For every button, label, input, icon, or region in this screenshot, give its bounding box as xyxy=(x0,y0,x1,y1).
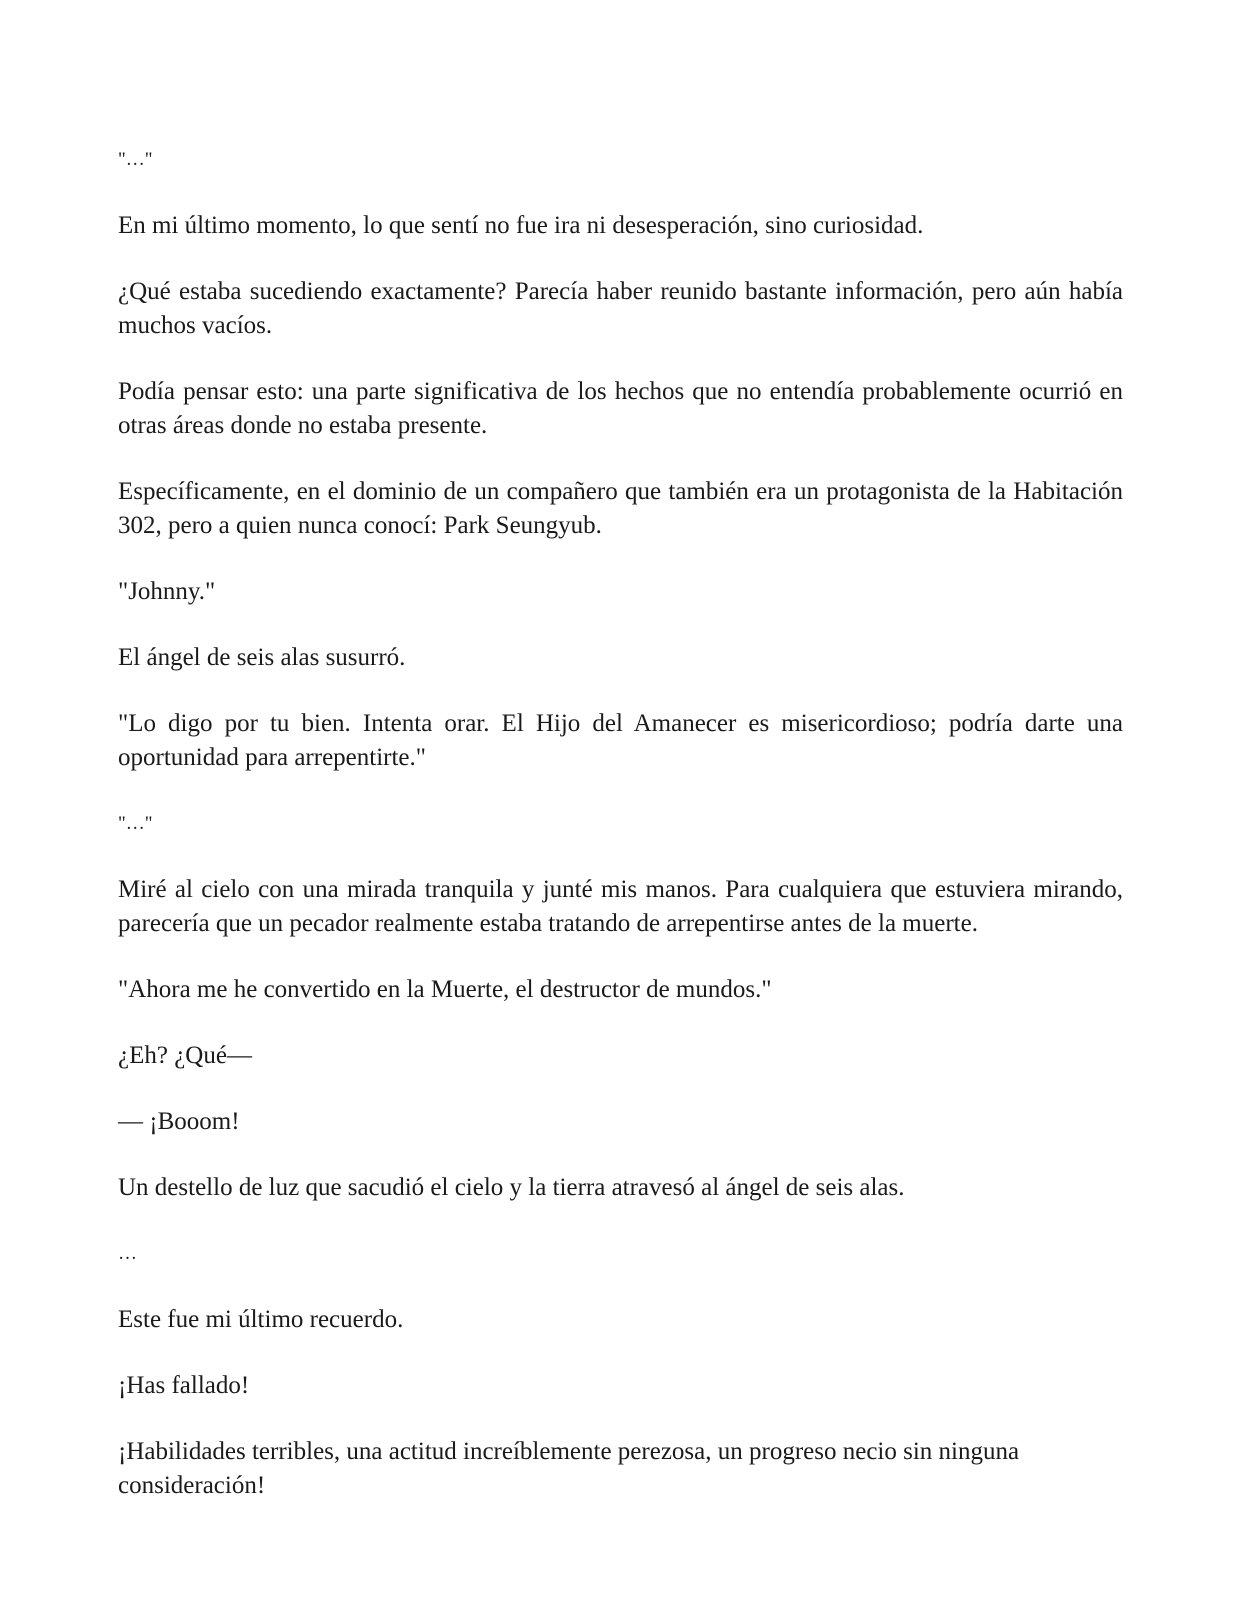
paragraph-14: Un destello de luz que sacudió el cielo y la tierra atravesó al ángel de seis alas. xyxy=(118,1174,905,1201)
paragraph-16: Este fue mi último recuerdo. xyxy=(118,1306,404,1333)
paragraph-15: … xyxy=(118,1243,137,1264)
paragraph-7: El ángel de seis alas susurró. xyxy=(118,644,406,671)
paragraph-8: "Lo digo por tu bien. Intenta orar. El Hijo del Amanecer es misericordioso; podría darte una oportunidad para arrepentirte." xyxy=(118,710,1123,771)
paragraph-5: Específicamente, en el dominio de un compañero que también era un protagonista de la Habitación 302, pero a quien nunca conocí: Park Seungyub. xyxy=(118,478,1123,539)
paragraph-9: "…" xyxy=(118,813,153,834)
paragraph-18: ¡Habilidades terribles, una actitud increíblemente perezosa, un progreso necio sin ninguna consideración! xyxy=(118,1438,1020,1499)
paragraph-11: "Ahora me he convertido en la Muerte, el destructor de mundos." xyxy=(118,976,772,1003)
paragraph-13: — ¡Booom! xyxy=(118,1108,240,1135)
paragraph-3: ¿Qué estaba sucediendo exactamente? Parecía haber reunido bastante información, pero aún había muchos vacíos. xyxy=(118,278,1123,339)
paragraph-4: Podía pensar esto: una parte significativa de los hechos que no entendía probablemente ocurrió en otras áreas donde no estaba presente. xyxy=(118,378,1123,439)
paragraph-2: En mi último momento, lo que sentí no fue ira ni desesperación, sino curiosidad. xyxy=(118,212,924,239)
paragraph-17: ¡Has fallado! xyxy=(118,1372,250,1399)
paragraph-6: "Johnny." xyxy=(118,578,216,605)
paragraph-10: Miré al cielo con una mirada tranquila y junté mis manos. Para cualquiera que estuviera mirando, parecería que un pecador realmente estaba tratando de arrepentirse antes de la muerte. xyxy=(118,876,1123,937)
paragraph-12: ¿Eh? ¿Qué— xyxy=(118,1042,252,1069)
paragraph-1: "…" xyxy=(118,149,153,170)
